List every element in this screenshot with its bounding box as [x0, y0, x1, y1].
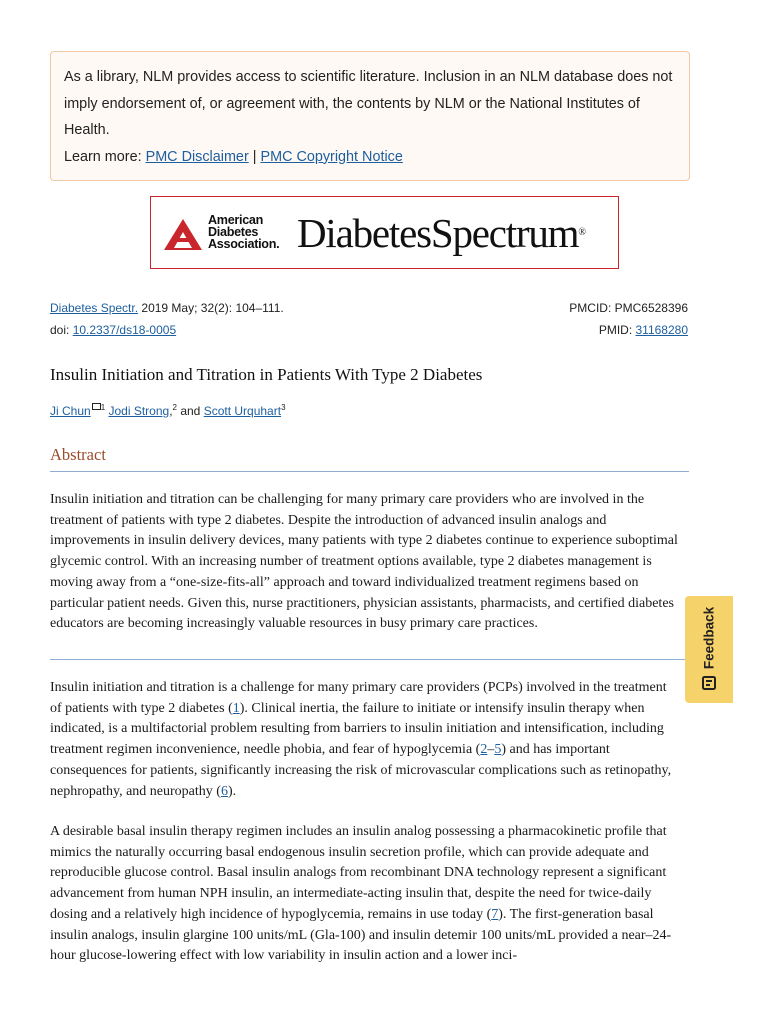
abstract-paragraph: Insulin initiation and titration can be challenging for many primary care providers who are involved in the treatment of patients with type 2 diabetes. Despite the introduction of advanced insulin analogs and improvements in insulin delivery devices, many patients with type 2 diabetes continue to experience suboptimal glycemic control. With an increasing number of treatment options available, type 2 diabetes management is moving away from a “one-size-fits-all” approach and toward individualized treatment regimens based on particular patient needs. Given this, nurse practitioners, physician assistants, pharmacists, and certified diabetes educators are becoming increasingly valuable resources in busy primary care practices.	[50, 492, 678, 632]
pmid-link[interactable]: 31168280	[635, 323, 688, 337]
p1-text-b: ). Clinical inertia, the failure to initiate or intensify insulin therapy when indicated, is a multifactorial problem resulting from barriers to insulin initiation and intensification, including treatment regimen inconvenience, needle phobia, and fear of hypoglycemia (	[50, 700, 664, 758]
p2-text-a: A desirable basal insulin therapy regimen includes an insulin analog possessing a pharmacokinetic profile that mimics the naturally occurring basal endogenous insulin secretion profile, which can provide adequate and reproducible glucose control. Basal insulin analogs from recombinant DNA technology represent a significant advancement from human NPH insulin, an intermediate-acting insulin that, despite the need for twice-daily dosing and a relatively high incidence of hypoglycemia, remains in use today (	[50, 824, 667, 922]
email-icon[interactable]	[92, 403, 101, 410]
author-link-3[interactable]: Scott Urquhart	[203, 404, 282, 418]
p1-text-a: Insulin initiation and titration is a challenge for many primary care providers (PCPs) involved in the treatment of patients with type 2 diabetes (	[50, 680, 667, 716]
reference-link-5[interactable]: 5	[494, 742, 502, 758]
section-divider	[50, 659, 689, 660]
link-separator: |	[248, 148, 261, 165]
reference-link-2[interactable]: 2	[480, 742, 488, 758]
feedback-icon	[702, 676, 716, 690]
article-ids	[569, 300, 688, 344]
pmid-prefix: PMID:	[598, 323, 636, 337]
journal-link[interactable]: Diabetes Spectr.	[50, 301, 139, 315]
reference-link-6[interactable]: 6	[220, 783, 228, 799]
author-link-2[interactable]: Jodi Strong	[108, 404, 170, 418]
nlm-disclaimer-notice	[50, 51, 690, 181]
registered-mark: ®	[578, 227, 585, 238]
reference-link-7[interactable]: 7	[491, 906, 499, 922]
learn-more-prefix: Learn more:	[64, 148, 146, 165]
author-affil-1: 1	[100, 403, 106, 412]
body-paragraph-1	[50, 678, 680, 802]
ada-line-2: Diabetes	[208, 225, 259, 239]
article-title: Insulin Initiation and Titration in Patients With Type 2 Diabetes	[50, 365, 483, 384]
p1-text-c: ) and has important consequences for patients, significantly increasing the risk of microvascular complications such as retinopathy, nephropathy, and neuropathy (	[50, 742, 672, 799]
p1-range-dash: –	[487, 742, 495, 758]
learn-more-line	[64, 144, 677, 170]
ada-logo-icon	[163, 217, 203, 251]
p2-text-b: ). The first-generation basal insulin analogs, insulin glargine 100 units/mL (Gla-100) and insulin detemir 100 units/mL provided a near–24-hour glucose-lowering effect with low variability in insulin action and a lower inci-	[50, 906, 672, 964]
p1-text-d: ).	[227, 783, 237, 799]
notice-text: As a library, NLM provides access to scientific literature. Inclusion in an NLM database does not imply endorsement of, or agreement with, the contents by NLM or the National Institutes of Health.	[64, 69, 673, 138]
author-link-1[interactable]: Ji Chun	[50, 404, 91, 418]
pmc-disclaimer-link[interactable]: PMC Disclaimer	[145, 148, 249, 165]
doi-link[interactable]: 10.2337/ds18-0005	[72, 323, 177, 337]
citation-info	[50, 300, 284, 344]
pmcid: PMCID: PMC6528396	[569, 301, 688, 315]
doi-prefix: doi:	[50, 323, 73, 337]
ada-line-3: Association.	[208, 237, 280, 251]
ada-line-1: American	[208, 213, 263, 227]
author-affil-2: 2	[172, 403, 177, 412]
ada-wordmark	[208, 214, 298, 250]
abstract-heading: Abstract	[50, 445, 689, 472]
feedback-button[interactable]	[685, 596, 733, 703]
pmc-copyright-link[interactable]: PMC Copyright Notice	[260, 148, 403, 165]
author-sep-1: ,	[169, 404, 173, 418]
author-affil-3: 3	[281, 403, 286, 412]
author-list	[50, 400, 286, 419]
citation-details: 2019 May; 32(2): 104–111.	[138, 301, 284, 315]
author-sep-2: and	[176, 404, 204, 418]
journal-wordmark	[297, 209, 585, 257]
body-paragraph-2	[50, 822, 680, 967]
journal-name: DiabetesSpectrum	[297, 210, 579, 256]
journal-logo-banner[interactable]	[150, 196, 619, 269]
feedback-label: Feedback	[701, 606, 717, 670]
reference-link-1[interactable]: 1	[232, 700, 240, 716]
